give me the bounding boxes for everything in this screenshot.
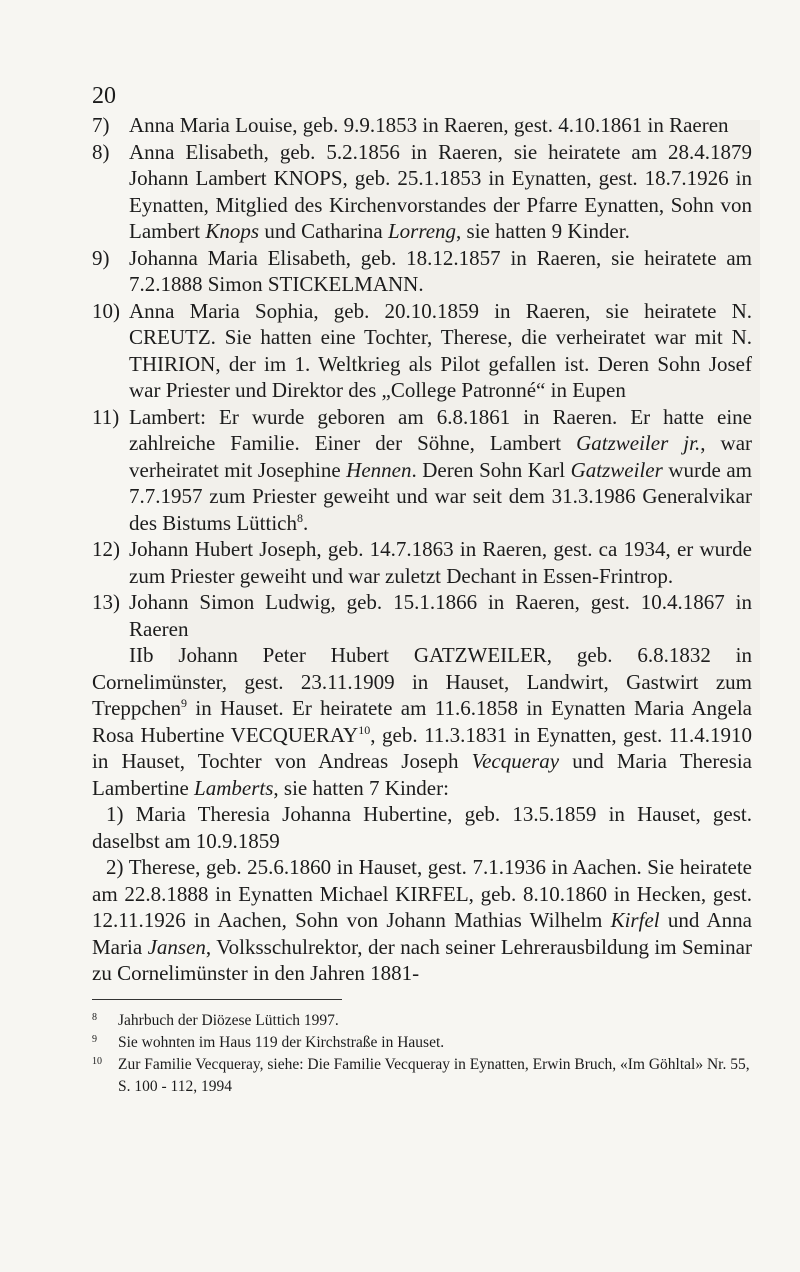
list-item: [92, 404, 752, 537]
list-item: [92, 589, 752, 642]
text-run: Johann Hubert Joseph, geb. 14.7.1863 in Raeren, gest. ca 1934, er wurde zum Priester geweiht und war zuletzt Dechant in Essen-Frintrop.: [129, 537, 752, 588]
italic-name: Lorreng: [387, 219, 457, 243]
text-run: 2) Therese, geb. 25.6.1860 in Hauset, gest. 7.1.1936 in Aachen. Sie heiratete am 22.8.1888 in Eynatten Michael KIRFEL, geb. 8.10.1860 in Hecken, gest. 12.11.1926 in Aachen, Sohn von Johann Mathias Wilhelm: [92, 855, 752, 932]
text-run: Lambert: Er wurde geboren am 6.8.1861 in Raeren. Er hatte eine zahlreiche Familie. Einer der Söhne, Lambert: [129, 404, 752, 455]
text-run: wurde am 7.7.1957 zum Priester geweiht und war seit dem 31.3.1986 Generalvikar des Bistums Lüttich: [129, 457, 752, 535]
list-item-number: 9): [92, 245, 110, 270]
italic-name: Jansen: [147, 934, 206, 959]
page-content: [92, 80, 752, 1098]
list-item-number: 7): [92, 113, 110, 137]
text-run: 1) Maria Theresia Johanna Hubertine, geb. 13.5.1859 in Hauset, gest. daselbst am 10.9.1859: [92, 802, 752, 853]
footnote: 9 Sie wohnten im Haus 119 der Kirchstraße in Hauset.: [92, 1033, 445, 1051]
list-item-number: 12): [92, 537, 120, 561]
list-item-number: 13): [92, 590, 120, 614]
text-run: in Hauset. Er heiratete am 11.6.1858 in Eynatten Maria Angela Rosa Hubertine VECQUERAY: [92, 696, 752, 747]
numbered-list: [92, 112, 752, 642]
footnote-text: Jahrbuch der Diözese Lüttich 1997.: [118, 1011, 339, 1029]
text-run: und Anna Maria: [92, 908, 752, 959]
footnote-text: Zur Familie Vecqueray, siehe: Die Familie Vecqueray in Eynatten, Erwin Bruch, «Im Göhltal» Nr. 55, S. 100 - 112, 1994: [118, 1055, 750, 1095]
paragraph: [92, 801, 752, 854]
text-run: Johanna Maria Elisabeth, geb. 18.12.1857 in Raeren, sie heiratete am 7.2.1888 Simon STICKELMANN.: [129, 245, 752, 296]
footnotes: [92, 1010, 752, 1098]
text-run: , sie hatten 9 Kinder.: [456, 219, 630, 243]
text-run: Anna Maria Sophia, geb. 20.10.1859 in Raeren, sie heiratete N. CREUTZ. Sie hatten eine Tochter, Therese, die verheiratet war mit N. THIRION, der im 1. Weltkrieg als Pilot gefallen ist. Deren Sohn Josef war Priester und Direktor des „College Patronné“ in Eupen: [129, 298, 752, 402]
text-run: und Catharina: [259, 219, 388, 243]
text-run: und Maria Theresia Lambertine: [92, 749, 752, 800]
footnote: 10 Zur Familie Vecqueray, siehe: Die Familie Vecqueray in Eynatten, Erwin Bruch, «Im Göhltal» Nr. 55, S. 100 - 112, 1994: [92, 1055, 750, 1095]
paragraph: [92, 642, 752, 801]
list-item-number: 10): [92, 298, 120, 323]
text-run: , sie hatten 7 Kinder:: [273, 775, 449, 800]
footnote-ref: 10: [358, 722, 371, 737]
footnote-rule: [92, 999, 342, 1000]
footnote-ref: 9: [181, 696, 188, 710]
body-text: [92, 642, 752, 987]
list-item-number: 8): [92, 139, 110, 164]
footnote-text: Sie wohnten im Haus 119 der Kirchstraße in Hauset.: [118, 1033, 445, 1051]
page-number: 20: [92, 83, 116, 109]
list-item: [92, 298, 752, 404]
text-run: Johann Simon Ludwig, geb. 15.1.1866 in Raeren, gest. 10.4.1867 in Raeren: [129, 590, 752, 641]
text-run: , Volksschulrektor, der nach seiner Lehrerausbildung im Seminar zu Cornelimünster in den Jahren 1881-: [92, 934, 752, 985]
italic-name: Hennen: [346, 457, 412, 482]
footnote-ref: 8: [297, 510, 303, 525]
text-run: Anna Elisabeth, geb. 5.2.1856 in Raeren, sie heiratete am 28.4.1879 Johann Lambert KNOPS, geb. 25.1.1853 in Eynatten, gest. 18.7.1926 in Eynatten, Mitglied des Kirchenvorstandes der Pfarre Eynatten, Sohn von Lambert: [129, 139, 752, 243]
paragraph: [92, 854, 752, 987]
italic-name: Knops: [205, 219, 260, 243]
italic-name: Kirfel: [610, 908, 660, 932]
list-item: [92, 139, 752, 245]
list-item: [92, 536, 752, 589]
text-run: Anna Maria Louise, geb. 9.9.1853 in Raeren, gest. 4.10.1861 in Raeren: [129, 113, 729, 137]
text-run: , geb. 11.3.1831 in Eynatten, gest. 11.4.1910 in Hauset, Tochter von Andreas Joseph: [92, 722, 752, 773]
italic-name: Lamberts: [194, 775, 274, 800]
text-run: . Deren Sohn Karl: [411, 457, 571, 482]
text-run: IIb Johann Peter Hubert GATZWEILER, geb. 6.8.1832 in Cornelimünster, gest. 23.11.1909 in Hauset, Landwirt, Gastwirt zum Treppchen: [92, 643, 752, 720]
italic-name: Vecqueray: [471, 749, 560, 773]
footnote: 8 Jahrbuch der Diözese Lüttich 1997.: [92, 1011, 339, 1029]
list-item: [92, 112, 752, 139]
italic-name: Gatzweiler: [570, 457, 663, 482]
list-item-number: 11): [92, 404, 120, 429]
text-run: .: [303, 510, 309, 535]
italic-name: Gatzweiler jr.: [576, 431, 701, 455]
text-run: , war verheiratet mit Josephine: [129, 431, 753, 482]
list-item: [92, 245, 752, 298]
